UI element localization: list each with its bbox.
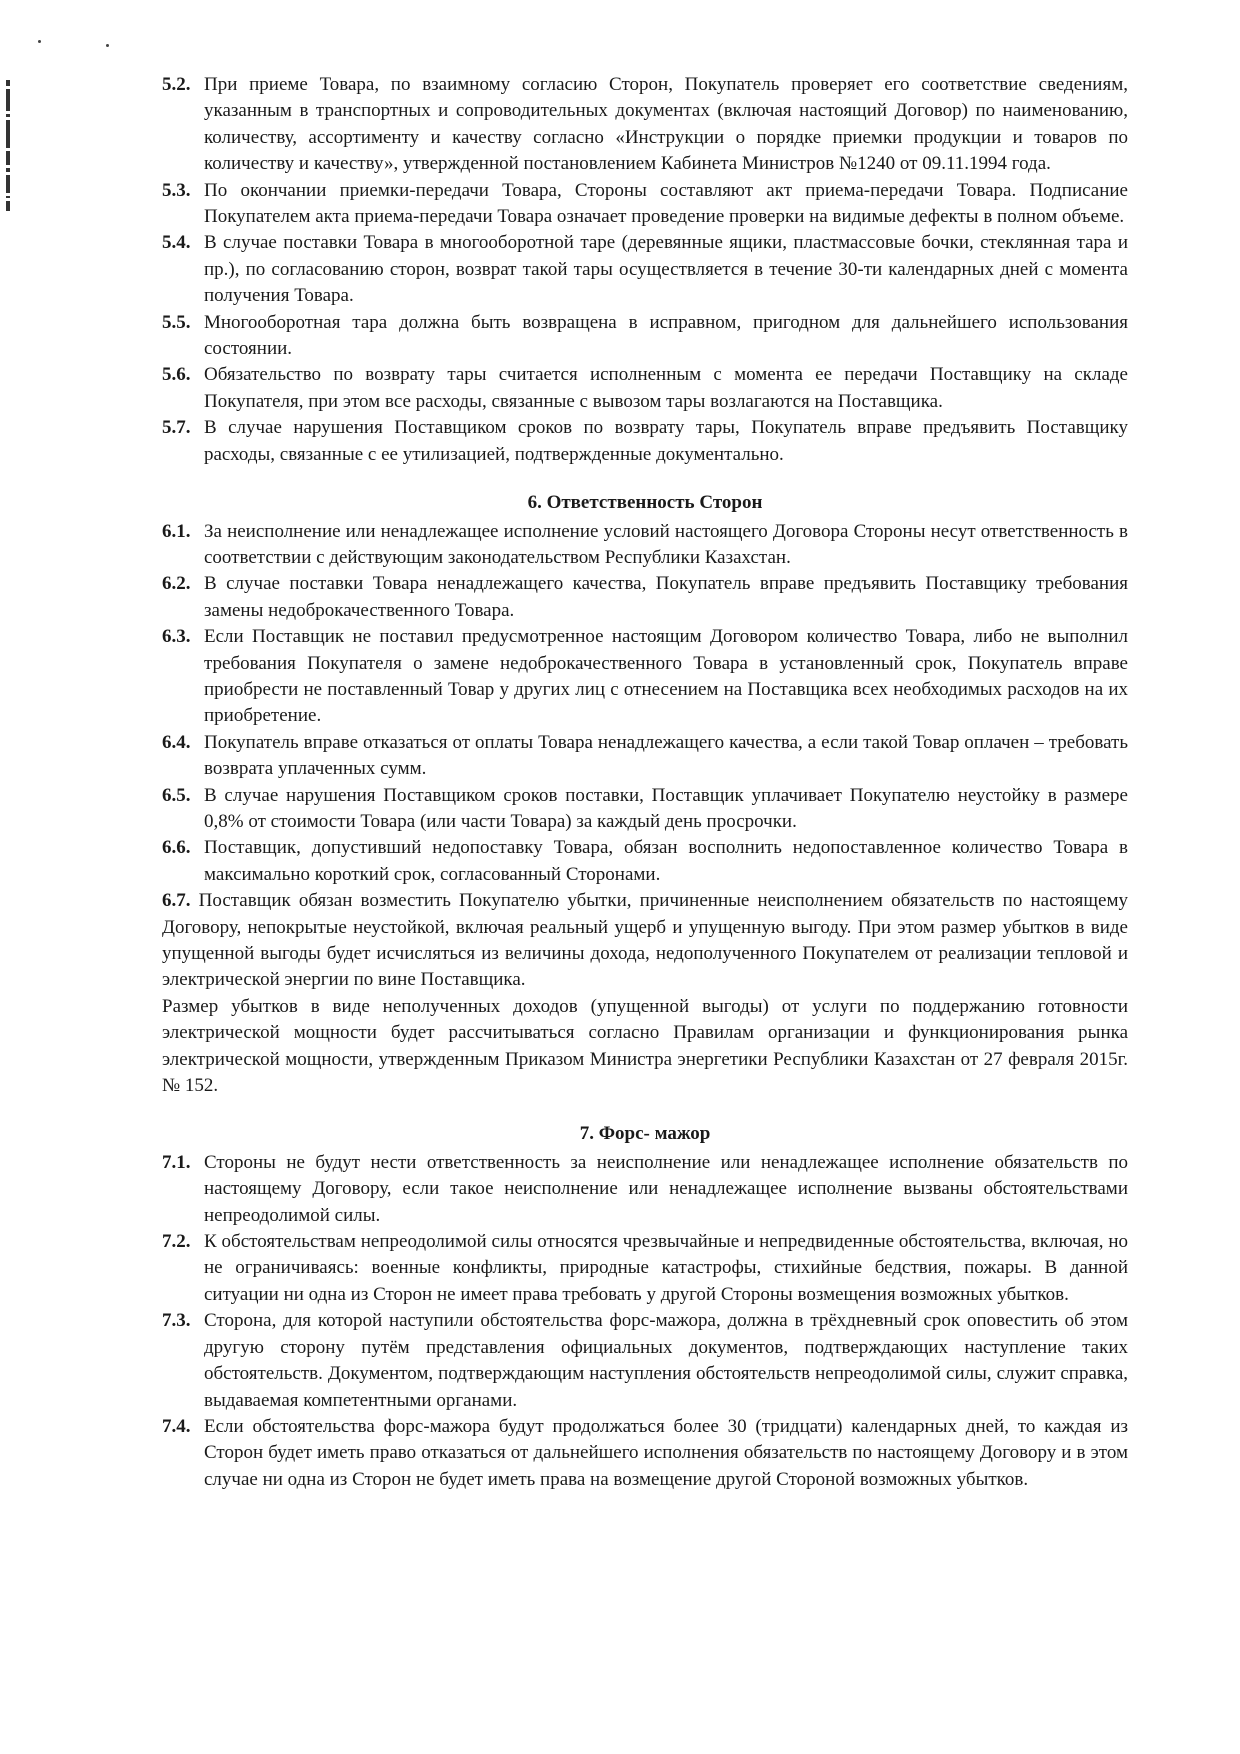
clause-text: Сторона, для которой наступили обстоятельства форс-мажора, должна в трёхдневный срок оповестить об этом другую сторону путём представления официальных документов, подтверждающих наступление таких обстоятельств. Документом, подтверждающим наступления обстоятельств непреодолимой силы, служит справка, выдаваемая компетентными органами.	[204, 1310, 1128, 1411]
document-page	[162, 72, 1128, 1493]
clause-5-2	[162, 72, 1128, 178]
section-6-heading: 6. Ответственность Сторон	[527, 492, 763, 514]
clause-text: Обязательство по возврату тары считается исполненным с момента ее передачи Поставщику на складе Покупателя, при этом все расходы, связанные с вывозом тары возлагаются на Поставщика.	[204, 364, 1128, 412]
clause-7-3	[162, 1308, 1128, 1414]
clause-5-7	[162, 415, 1128, 468]
clause-number: 7.2.	[162, 1231, 191, 1253]
clause-5-4	[162, 230, 1128, 309]
clause-6-5	[162, 783, 1128, 836]
clause-6-7-continuation: Размер убытков в виде неполученных доходов (упущенной выгоды) от услуги по поддержанию готовности электрической мощности будет рассчитываться согласно Правилам организации и функционирования рынка электрической мощности, утвержденным Приказом Министра энергетики Республики Казахстан от 27 февраля 2015г. № 152.	[162, 995, 1128, 1097]
clause-number: 5.7.	[162, 417, 191, 439]
clause-text: Покупатель вправе отказаться от оплаты Товара ненадлежащего качества, а если такой Товар оплачен – требовать возврата уплаченных сумм.	[204, 731, 1128, 780]
clause-6-2	[162, 571, 1128, 624]
clause-5-5	[162, 310, 1128, 363]
scan-speck	[38, 40, 41, 43]
clause-text: В случае нарушения Поставщиком сроков поставки, Поставщик уплачивает Покупателю неустойку в размере 0,8% от стоимости Товара (или части Товара) за каждый день просрочки.	[204, 784, 1128, 832]
clause-number: 5.2.	[162, 74, 191, 95]
clause-number: 6.7.	[162, 890, 191, 912]
clause-5-3	[162, 178, 1128, 231]
clause-number: 5.3.	[162, 179, 191, 201]
clause-number: 5.4.	[162, 232, 191, 254]
clause-number: 7.4.	[162, 1415, 191, 1437]
clause-number: 6.4.	[162, 731, 191, 753]
clause-number: 5.5.	[162, 311, 191, 333]
clause-number: 7.3.	[162, 1310, 191, 1332]
scan-edge-marks	[6, 80, 10, 340]
clause-text: В случае поставки Товара в многооборотной таре (деревянные ящики, пластмассовые бочки, стеклянная тара и пр.), по согласованию сторон, возврат такой тары осуществляется в течение 30-ти календарных дней с момента получения Товара.	[204, 232, 1128, 307]
clause-text: Если обстоятельства форс-мажора будут продолжаться более 30 (тридцати) календарных дней, то каждая из Сторон будет иметь право отказаться от дальнейшего исполнения обязательств по настоящему Договору и в этом случае ни одна из Сторон не будет иметь права на возмещение другой Стороной возможных убытков.	[204, 1415, 1128, 1490]
clause-text: За неисполнение или ненадлежащее исполнение условий настоящего Договора Стороны несут ответственность в соответствии с действующим законодательством Республики Казахстан.	[204, 520, 1128, 568]
clause-number: 7.1.	[162, 1151, 191, 1173]
clause-text: Поставщик, допустивший недопоставку Товара, обязан восполнить недопоставленное количество Товара в максимально короткий срок, согласованный Сторонами.	[204, 837, 1128, 885]
clause-6-1	[162, 519, 1128, 572]
clause-7-1	[162, 1150, 1128, 1229]
clause-text: Многооборотная тара должна быть возвращена в исправном, пригодном для дальнейшего использования состоянии.	[204, 311, 1128, 360]
clause-text: К обстоятельствам непреодолимой силы относятся чрезвычайные и непредвиденные обстоятельства, включая, но не ограничиваясь: военные конфликты, природные катастрофы, стихийные бедствия, пожары. В данной ситуации ни одна из Сторон не имеет права требовать у другой Стороны возмещения возможных убытков.	[204, 1231, 1128, 1305]
clause-number: 5.6.	[162, 364, 191, 386]
clause-text: По окончании приемки-передачи Товара, Стороны составляют акт приема-передачи Товара. Подписание Покупателем акта приема-передачи Товара означает проведение проверки на видимые дефекты в полном объеме.	[204, 179, 1128, 228]
clause-6-4	[162, 730, 1128, 783]
clause-number: 6.5.	[162, 784, 191, 806]
clause-7-4	[162, 1414, 1128, 1493]
clause-text: Если Поставщик не поставил предусмотренное настоящим Договором количество Товара, либо не выполнил требования Покупателя о замене недоброкачественного Товара в установленный срок, Покупатель вправе приобрести не поставленный Товар у других лиц с отнесением на Поставщика всех необходимых расходов на их приобретение.	[204, 626, 1128, 727]
section-7-heading: 7. Форс- мажор	[579, 1123, 711, 1145]
clause-text: В случае нарушения Поставщиком сроков по возврату тары, Покупатель вправе предъявить Поставщику расходы, связанные с ее утилизацией, подтвержденные документально.	[204, 417, 1128, 465]
clause-6-3	[162, 624, 1128, 730]
clause-number: 6.3.	[162, 626, 191, 648]
clause-5-6	[162, 362, 1128, 415]
clause-text: При приеме Товара, по взаимному согласию Сторон, Покупатель проверяет его соответствие сведениям, указанным в транспортных и сопроводительных документах (включая настоящий Договор) по наименованию, количеству, ассортименту и качеству согласно «Инструкции о порядке приемки продукции и товаров по количеству и качеству», утвержденной постановлением Кабинета Министров №1240 от 09.11.1994 года.	[204, 74, 1128, 175]
scan-speck	[106, 44, 109, 47]
clause-number: 6.2.	[162, 573, 191, 595]
clause-number: 6.1.	[162, 520, 191, 542]
clause-number: 6.6.	[162, 837, 191, 859]
clause-7-2	[162, 1229, 1128, 1308]
clause-text: В случае поставки Товара ненадлежащего качества, Покупатель вправе предъявить Поставщику требования замены недоброкачественного Товара.	[204, 573, 1128, 621]
clause-text: Стороны не будут нести ответственность за неисполнение или ненадлежащее исполнение обязательств по настоящему Договору, если такое неисполнение или ненадлежащее исполнение вызваны обстоятельствами непреодолимой силы.	[204, 1151, 1128, 1226]
clause-6-7	[162, 888, 1128, 994]
clause-text: Поставщик обязан возместить Покупателю убытки, причиненные неисполнением обязательств по настоящему Договору, непокрытые неустойкой, включая реальный ущерб и упущенную выгоду. При этом размер убытков в виде упущенной выгоды будет исчисляться из величины дохода, недополученного Покупателем от реализации тепловой и электрической энергии по вине Поставщика.	[162, 890, 1129, 991]
clause-6-6	[162, 835, 1128, 888]
